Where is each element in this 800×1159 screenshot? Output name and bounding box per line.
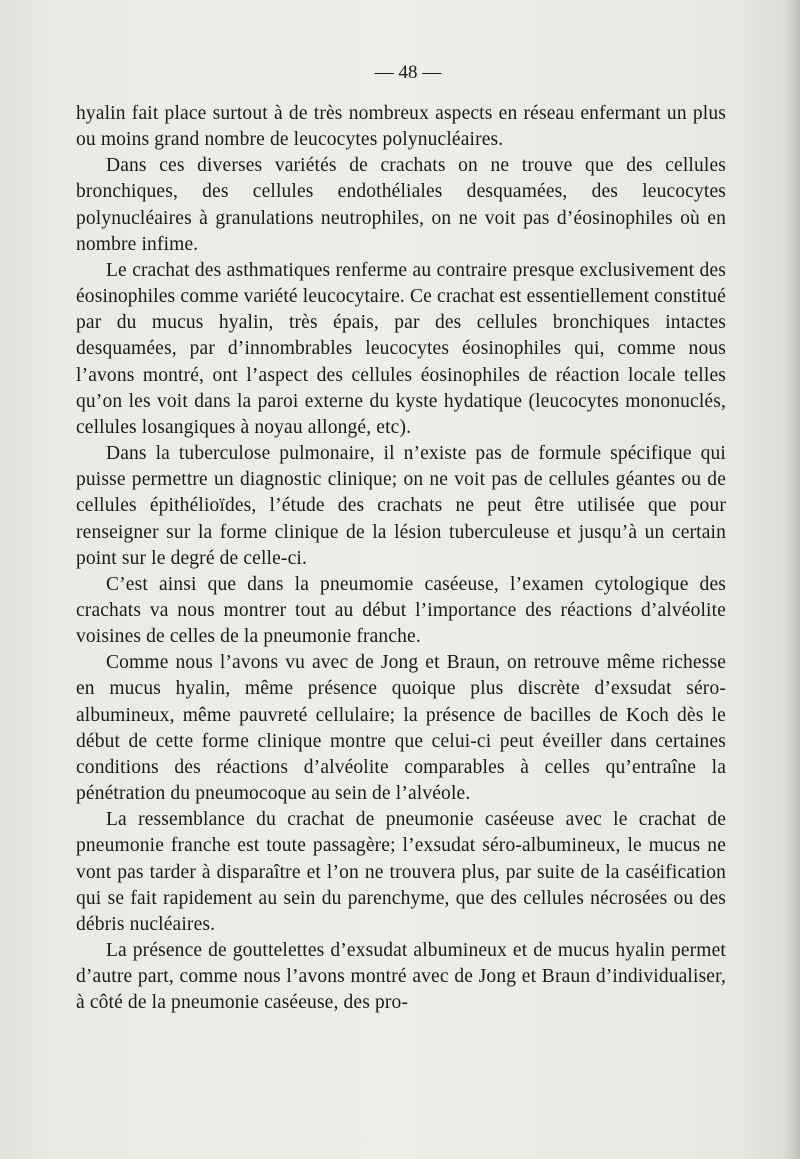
- paragraph-4: Dans la tuberculose pulmonaire, il n’existe pas de formule spécifique qui puisse permettre un diagnostic clinique; on ne voit pas de cellules géantes ou de cellules épithélioïdes, l’étude des crachats ne peut être utilisée que pour renseigner sur la forme clinique de la lésion tuberculeuse et jusqu’à un certain point sur le degré de celle-ci.: [76, 443, 726, 569]
- body-text: [76, 101, 726, 1016]
- paragraph-3: Le crachat des asthmatiques renferme au contraire presque exclusivement des éosinophiles comme variété leucocytaire. Ce crachat est essentiellement constitué par du mucus hyalin, très épais, par des cellules bronchiques intactes desquamées, par d’innombrables leucocytes éosinophiles qui, comme nous l’avons montré, ont l’aspect des cellules éosinophiles de réaction locale telles qu’on les voit dans la paroi externe du kyste hydatique (leucocytes mononuclés, cellules losangiques à noyau allongé, etc).: [76, 259, 726, 438]
- paragraph-2: Dans ces diverses variétés de crachats on ne trouve que des cellules bronchiques, des cellules endothéliales desquamées, des leucocytes polynucléaires à granulations neutrophiles, on ne voit pas d’éosinophiles où en nombre infime.: [76, 155, 726, 255]
- paragraph-5: C’est ainsi que dans la pneumomie caséeuse, l’examen cytologique des crachats va nous montrer tout au début l’importance des réactions d’alvéolite voisines de celles de la pneumonie franche.: [76, 573, 726, 648]
- paragraph-8: La présence de gouttelettes d’exsudat albumineux et de mucus hyalin permet d’autre part, comme nous l’avons montré avec de Jong et Braun d’individualiser, à côté de la pneumonie caséeuse, des pro-: [76, 940, 726, 1014]
- paragraph-7: La ressemblance du crachat de pneumonie caséeuse avec le crachat de pneumonie franche est toute passagère; l’exsudat séro-albumineux, le mucus ne vont pas tarder à disparaître et l’on ne trouvera plus, par suite de la caséification qui se fait rapidement au sein du parenchyme, que des cellules nécrosées ou des débris nucléaires.: [76, 809, 726, 935]
- page-number: — 48 —: [374, 62, 442, 83]
- paragraph-1: hyalin fait place surtout à de très nombreux aspects en réseau enfermant un plus ou moins grand nombre de leucocytes polynucléaires.: [76, 103, 726, 151]
- paragraph-6: Comme nous l’avons vu avec de Jong et Braun, on retrouve même richesse en mucus hyalin, même présence quoique plus discrète d’exsudat séro-albumineux, même pauvreté cellulaire; la présence de bacilles de Koch dès le début de cette forme clinique montre que celui-ci peut éveiller dans certaines conditions des réactions d’alvéolite comparables à celles qu’entraîne la pénétration du pneumocoque au sein de l’alvéole.: [76, 652, 726, 805]
- page-edge-shadow: [786, 0, 800, 1159]
